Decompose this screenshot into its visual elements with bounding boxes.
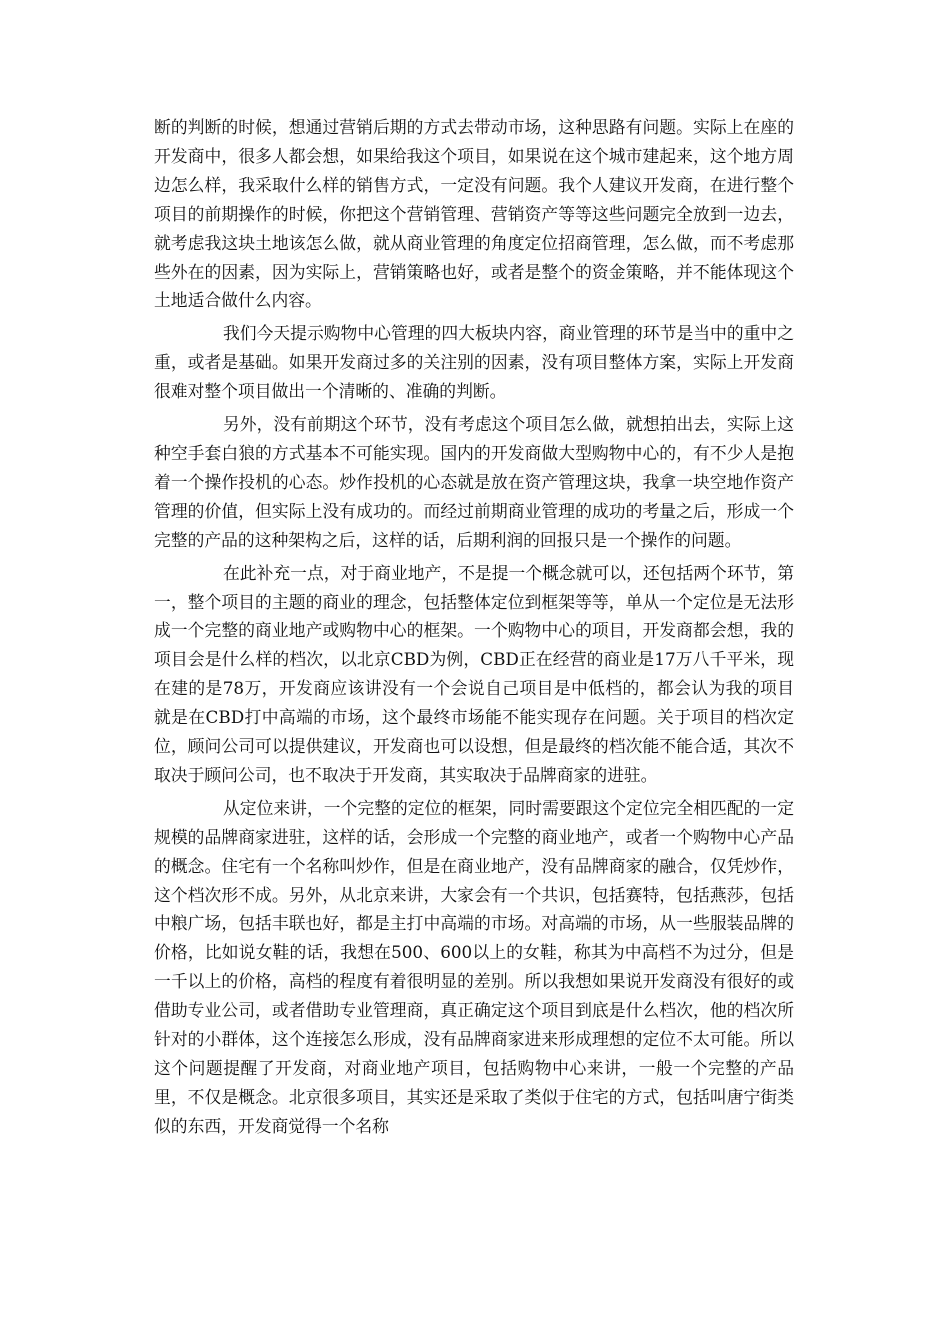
paragraph-5: 从定位来讲，一个完整的定位的框架，同时需要跟这个定位完全相匹配的一定规模的品牌商家进驻，这样的话，会形成一个完整的商业地产，或者一个购物中心产品的概念。住宅有一个名称叫炒作，但是在商业地产，没有品牌商家的融合，仅凭炒作，这个档次形不成。另外，从北京来讲，大家会有一个共识，包括赛特，包括燕莎，包括中粮广场，包括丰联也好，都是主打中高端的市场。对高端的市场，从一些服装品牌的价格，比如说女鞋的话，我想在500、600以上的女鞋，称其为中高档不为过分，但是一千以上的价格，高档的程度有着很明显的差别。所以我想如果说开发商没有很好的或借助专业公司，或者借助专业管理商，真正确定这个项目到底是什么档次，他的档次所针对的小群体，这个连接怎么形成，没有品牌商家进来形成理想的定位不太可能。所以这个问题提醒了开发商，对商业地产项目，包括购物中心来讲，一般一个完整的产品里，不仅是概念。北京很多项目，其实还是采取了类似于住宅的方式，包括叫唐宁街类似的东西，开发商觉得一个名称 [154,797,794,1136]
paragraph-1: 断的判断的时候，想通过营销后期的方式去带动市场，这种思路有问题。实际上在座的开发商中，很多人都会想，如果给我这个项目，如果说在这个城市建起来，这个地方周边怎么样，我采取什么样的销售方式，一定没有问题。我个人建议开发商，在进行整个项目的前期操作的时候，你把这个营销管理、营销资产等等这些问题完全放到一边去，就考虑我这块土地该怎么做，就从商业管理的角度定位招商管理，怎么做，而不考虑那些外在的因素，因为实际上，营销策略也好，或者是整个的资金策略，并不能体现这个土地适合做什么内容。 [154,117,794,311]
paragraph-3: 另外，没有前期这个环节，没有考虑这个项目怎么做，就想拍出去，实际上这种空手套白狼的方式基本不可能实现。国内的开发商做大型购物中心的，有不少人是抱着一个操作投机的心态。炒作投机的心态就是放在资产管理这块，我拿一块空地作资产管理的价值，但实际上没有成功的。而经过前期商业管理的成功的考量之后，形成一个完整的产品的这种架构之后，这样的话，后期利润的回报只是一个操作的问题。 [154,414,794,550]
document-body [154,113,794,1145]
paragraph-2: 我们今天提示购物中心管理的四大板块内容，商业管理的环节是当中的重中之重，或者是基础。如果开发商过多的关注别的因素，没有项目整体方案，实际上开发商很难对整个项目做出一个清晰的、准确的判断。 [154,323,794,402]
paragraph-4: 在此补充一点，对于商业地产，不是提一个概念就可以，还包括两个环节，第一，整个项目的主题的商业的理念，包括整体定位到框架等等，单从一个定位是无法形成一个完整的商业地产或购物中心的框架。一个购物中心的项目，开发商都会想，我的项目会是什么样的档次，以北京CBD为例，CBD正在经营的商业是17万八千平米，现在建的是78万，开发商应该讲没有一个会说自己项目是中低档的，都会认为我的项目就是在CBD打中高端的市场，这个最终市场能不能实现存在问题。关于项目的档次定位，顾问公司可以提供建议，开发商也可以设想，但是最终的档次能不能合适，其次不取决于顾问公司，也不取决于开发商，其实取决于品牌商家的进驻。 [154,562,794,785]
